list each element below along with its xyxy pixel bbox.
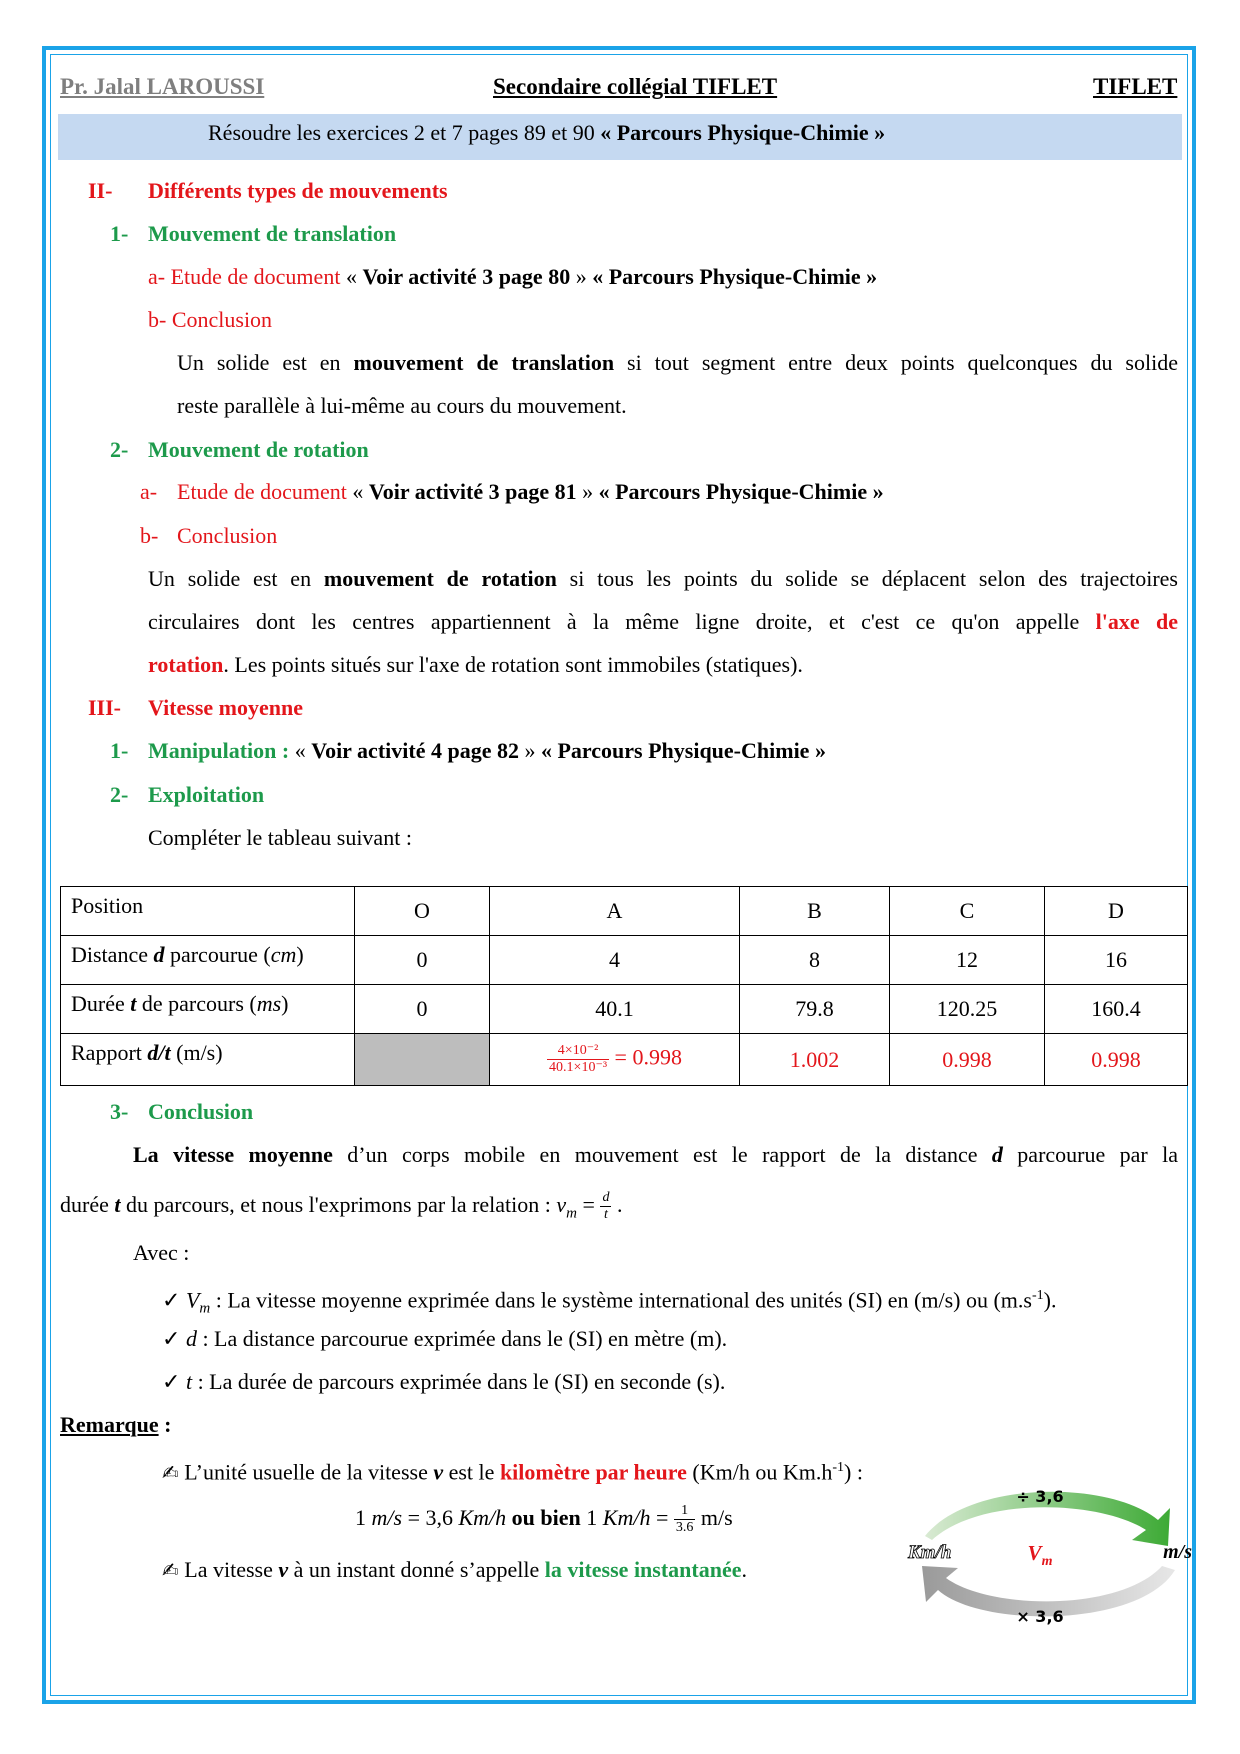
table-row-ratio — [61, 1034, 1188, 1086]
pen-icon: ✍ — [162, 1460, 179, 1485]
section-2-number: II- — [88, 178, 113, 203]
rotation-doc-number: a- — [140, 479, 158, 504]
author-name: Pr. Jalal LAROUSSI — [60, 74, 265, 99]
rotation-doc-line: Etude de document « Voir activité 3 page 81 » « Parcours Physique-Chimie » — [177, 479, 884, 504]
table-cell: 16 — [1045, 936, 1188, 985]
pen-icon: ✍ — [162, 1558, 179, 1582]
page-border-inner — [50, 54, 1188, 1696]
bullet-vm: ✓ $V_m$ : La vitesse moyenne exprimée dans le système international des unités (SI) en (m/s) ou $(m.s^{-1})$. — [162, 1287, 1057, 1317]
table-cell: 0.998 — [1045, 1034, 1188, 1086]
table-row-position — [61, 887, 1188, 936]
table-header-distance: Distance d parcourue (cm) — [61, 936, 355, 985]
diagram-ms: m/s — [1163, 1541, 1192, 1563]
exploitation-number: 2- — [110, 782, 129, 807]
table-cell: 0 — [355, 985, 490, 1034]
section-3-number: III- — [88, 695, 122, 720]
school-name: Secondaire collégial TIFLET — [493, 74, 778, 99]
rotation-conclusion-number: b- — [140, 523, 159, 548]
conversion-equation: 1 m/s = 3,6 Km/h ou bien 1 Km/h = $\frac{1}{3.6}$ m/s — [355, 1503, 733, 1536]
remarque-title: Remarque : — [60, 1412, 172, 1437]
conclusion-text-1: La vitesse moyenne d’un corps mobile en mouvement est le rapport de la distance d parcourue par la — [133, 1142, 1179, 1167]
table-cell: 12 — [890, 936, 1045, 985]
table-cell-empty — [355, 1034, 490, 1086]
table-cell: 40.1 — [490, 985, 740, 1034]
sub-1-title: Mouvement de translation — [148, 221, 397, 246]
table-row-duration — [61, 985, 1188, 1034]
remarque-line-1: ✍ L’unité usuelle de la vitesse v est le kilomètre par heure (Km/h ou $Km.h^{-1}$) : — [162, 1459, 863, 1485]
diagram-kmh: Km/h — [908, 1542, 952, 1563]
table-header-duration: Durée t de parcours (ms) — [61, 985, 355, 1034]
sub-2-title: Mouvement de rotation — [148, 437, 369, 462]
table-cell-ratio-formula: $\frac{\text{4×10⁻²}}{\text{40.1×10⁻³}}$ = 0.998 — [490, 1034, 740, 1086]
city-name: TIFLET — [1093, 74, 1178, 99]
rotation-conclusion-text-2: circulaires dont les centres appartiennent à la même ligne droite, et c'est ce qu'on appelle l'axe de — [148, 609, 1178, 634]
conversion-fraction: $\frac{1}{3.6}$ — [675, 1503, 694, 1536]
table-cell: 4 — [490, 936, 740, 985]
check-icon: ✓ — [162, 1370, 181, 1395]
table-cell: 0 — [355, 936, 490, 985]
rotation-conclusion-text-3: rotation. Les points situés sur l'axe de rotation sont immobiles (statiques). — [148, 652, 803, 677]
table-cell: 79.8 — [740, 985, 890, 1034]
manipulation-line: Manipulation : « Voir activité 4 page 82 » « Parcours Physique-Chimie » — [148, 738, 826, 763]
translation-doc-line: a- Etude de document « Voir activité 3 page 80 » « Parcours Physique-Chimie » — [148, 264, 878, 289]
bullet-t: ✓ t : La durée de parcours exprimée dans le (SI) en seconde (s). — [162, 1369, 726, 1395]
table-instruction: Compléter le tableau suivant : — [148, 825, 412, 850]
conclusion-title: Conclusion — [148, 1099, 254, 1124]
exercise-banner-text: Résoudre les exercices 2 et 7 pages 89 et 90 « Parcours Physique-Chimie » — [208, 120, 886, 145]
bullet-d: ✓ d : La distance parcourue exprimée dans le (SI) en mètre (m). — [162, 1326, 728, 1352]
sub-2-number: 2- — [110, 437, 129, 462]
conversion-diagram — [900, 1478, 1200, 1628]
translation-conclusion-text-1: Un solide est en mouvement de translation si tout segment entre deux points quelconques du solide — [177, 350, 1178, 375]
table-cell: B — [740, 887, 890, 936]
diagram-bottom-label: × 3,6 — [1016, 1607, 1064, 1626]
exploitation-title: Exploitation — [148, 782, 265, 807]
table-cell: C — [890, 887, 1045, 936]
sub-1-number: 1- — [110, 221, 129, 246]
conclusion-number: 3- — [110, 1099, 129, 1124]
table-cell: A — [490, 887, 740, 936]
table-cell: 160.4 — [1045, 985, 1188, 1034]
check-icon: ✓ — [162, 1288, 181, 1314]
table-row-distance — [61, 936, 1188, 985]
rotation-conclusion-label: Conclusion — [177, 523, 278, 548]
table-cell: 120.25 — [890, 985, 1045, 1034]
section-2-title: Différents types de mouvements — [148, 178, 448, 203]
section-3-title: Vitesse moyenne — [148, 695, 303, 720]
formula: $v_m$ — [556, 1192, 578, 1222]
table-cell: D — [1045, 887, 1188, 936]
table-cell: 8 — [740, 936, 890, 985]
diagram-top-label: ÷ 3,6 — [1016, 1487, 1064, 1506]
table-cell: O — [355, 887, 490, 936]
diagram-vm: $V_m$ — [1027, 1541, 1053, 1569]
table-cell: 1.002 — [740, 1034, 890, 1086]
table-header-ratio: Rapport d/t (m/s) — [61, 1034, 355, 1086]
manipulation-number: 1- — [110, 738, 129, 763]
translation-conclusion-label: b- Conclusion — [148, 307, 273, 332]
remarque-line-2: ✍ La vitesse v à un instant donné s’appelle la vitesse instantanée. — [162, 1557, 747, 1582]
rotation-conclusion-text-1: Un solide est en mouvement de rotation si tous les points du solide se déplacent selon des trajectoires — [148, 566, 1178, 591]
formula-fraction: $\frac{d}{t}$ — [602, 1190, 610, 1223]
translation-conclusion-text-2: reste parallèle à lui-même au cours du mouvement. — [177, 393, 627, 418]
speed-table — [60, 886, 1188, 1086]
conclusion-text-2: durée t du parcours, et nous l'exprimons par la relation : $v_m$ = $\frac{d}{t}$ . — [60, 1190, 623, 1223]
check-icon: ✓ — [162, 1327, 181, 1352]
ratio-fraction: $\frac{\text{4×10⁻²}}{\text{40.1×10⁻³}}$ — [549, 1043, 608, 1075]
table-cell: 0.998 — [890, 1034, 1045, 1086]
avec-label: Avec : — [133, 1240, 190, 1265]
table-header-position: Position — [61, 887, 355, 936]
